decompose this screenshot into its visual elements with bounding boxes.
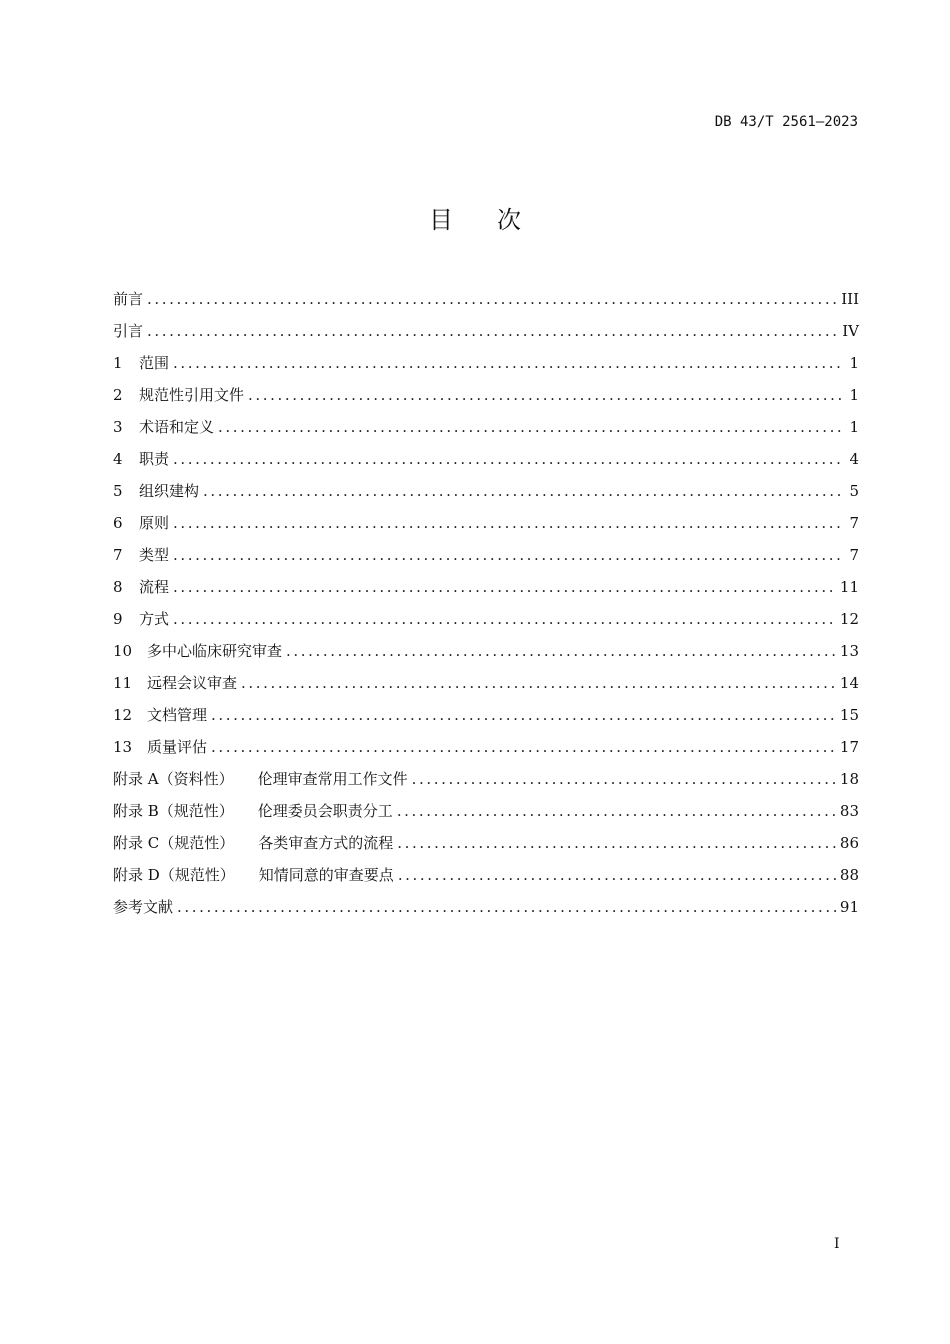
toc-entry-number: 9 — [113, 610, 123, 628]
toc-entry[interactable] — [113, 480, 859, 512]
toc-entry[interactable] — [113, 384, 859, 416]
toc-entry-number: 11 — [113, 674, 133, 692]
toc-entry-number: 6 — [113, 514, 123, 532]
toc-entry-label: 伦理委员会职责分工 — [257, 802, 393, 820]
dot-leader — [177, 898, 836, 916]
toc-entry-page: 4 — [849, 450, 859, 468]
toc-entry-label: 前言 — [113, 290, 144, 308]
toc-entry[interactable] — [113, 352, 859, 384]
toc-entry-page: 5 — [849, 482, 859, 500]
toc-entry-page: 11 — [839, 578, 859, 596]
toc-entry-appendix-prefix: 附录 B（规范性） — [113, 802, 234, 820]
toc-entry-page: 91 — [839, 898, 859, 916]
toc-entry-label: 引言 — [113, 322, 144, 340]
toc-entry-label: 参考文献 — [113, 898, 174, 916]
dot-leader — [397, 834, 836, 852]
toc-entry[interactable] — [113, 608, 859, 640]
dot-leader — [173, 514, 845, 532]
dot-leader — [173, 450, 845, 468]
toc-entry[interactable] — [113, 832, 859, 864]
toc-entry-page: 15 — [839, 706, 859, 724]
dot-leader — [218, 418, 845, 436]
toc-entry[interactable] — [113, 576, 859, 608]
dot-leader — [147, 290, 837, 308]
toc-entry[interactable] — [113, 416, 859, 448]
toc-entry[interactable] — [113, 512, 859, 544]
toc-entry[interactable] — [113, 704, 859, 736]
toc-entry[interactable] — [113, 672, 859, 704]
toc-entry[interactable] — [113, 736, 859, 768]
toc-entry-number: 7 — [113, 546, 123, 564]
toc-entry-appendix-prefix: 附录 C（规范性） — [113, 834, 235, 852]
toc-entry-page: 12 — [839, 610, 859, 628]
toc-entry-label: 知情同意的审查要点 — [258, 866, 394, 884]
toc-entry[interactable] — [113, 544, 859, 576]
dot-leader — [147, 322, 838, 340]
dot-leader — [211, 706, 836, 724]
toc-entry-page: 13 — [839, 642, 859, 660]
page-title — [0, 200, 950, 235]
dot-leader — [173, 546, 845, 564]
toc-entry[interactable] — [113, 768, 859, 800]
toc-entry-label: 组织建构 — [139, 482, 200, 500]
toc-entry-number: 4 — [113, 450, 123, 468]
toc-entry-page: III — [841, 290, 859, 308]
toc-entry-appendix-prefix: 附录 A（资料性） — [113, 770, 234, 788]
toc-entry-label: 各类审查方式的流程 — [258, 834, 394, 852]
toc-entry-number: 2 — [113, 386, 123, 404]
toc-entry-appendix-prefix: 附录 D（规范性） — [113, 866, 235, 884]
standard-code: DB 43/T 2561—2023 — [714, 114, 858, 130]
toc-entry-label: 规范性引用文件 — [139, 386, 245, 404]
toc-entry-page: 86 — [839, 834, 859, 852]
title-char: 次 — [497, 206, 521, 234]
toc-entry-label: 职责 — [139, 450, 170, 468]
toc-entry-label: 多中心临床研究审查 — [147, 642, 283, 660]
toc-entry-page: 1 — [849, 354, 859, 372]
toc-entry-number: 13 — [113, 738, 133, 756]
dot-leader — [173, 354, 845, 372]
toc-entry-label: 原则 — [139, 514, 170, 532]
dot-leader — [397, 802, 836, 820]
toc-entry-page: 7 — [849, 546, 859, 564]
toc-entry-label: 文档管理 — [147, 706, 208, 724]
toc-entry-page: 83 — [839, 802, 859, 820]
toc-entry-number: 10 — [113, 642, 133, 660]
toc-entry[interactable] — [113, 896, 859, 928]
toc-entry-page: 18 — [839, 770, 859, 788]
toc-entry-page: IV — [842, 322, 859, 340]
toc-entry-label: 质量评估 — [147, 738, 208, 756]
dot-leader — [412, 770, 836, 788]
toc-entry-number: 8 — [113, 578, 123, 596]
toc-entry[interactable] — [113, 864, 859, 896]
toc-entry[interactable] — [113, 448, 859, 480]
title-char: 目 — [429, 206, 453, 234]
page-number: I — [834, 1236, 840, 1252]
toc-entry-label: 术语和定义 — [139, 418, 215, 436]
toc-entry-label: 方式 — [139, 610, 170, 628]
toc-entry-page: 7 — [849, 514, 859, 532]
toc-entry-number: 12 — [113, 706, 133, 724]
toc-entry[interactable] — [113, 288, 859, 320]
dot-leader — [241, 674, 836, 692]
dot-leader — [203, 482, 845, 500]
toc-entry-label: 远程会议审查 — [147, 674, 238, 692]
toc-entry-label: 流程 — [139, 578, 170, 596]
table-of-contents — [113, 288, 859, 928]
dot-leader — [211, 738, 836, 756]
toc-entry[interactable] — [113, 320, 859, 352]
dot-leader — [398, 866, 836, 884]
toc-entry-label: 伦理审查常用工作文件 — [257, 770, 408, 788]
toc-entry-number: 1 — [113, 354, 123, 372]
dot-leader — [248, 386, 845, 404]
toc-entry-number: 5 — [113, 482, 123, 500]
toc-entry-page: 17 — [839, 738, 859, 756]
toc-entry-page: 14 — [839, 674, 859, 692]
toc-entry-page: 88 — [839, 866, 859, 884]
dot-leader — [173, 578, 836, 596]
toc-entry[interactable] — [113, 800, 859, 832]
toc-entry-label: 范围 — [139, 354, 170, 372]
dot-leader — [173, 610, 836, 628]
dot-leader — [286, 642, 836, 660]
toc-entry-page: 1 — [849, 386, 859, 404]
toc-entry-label: 类型 — [139, 546, 170, 564]
toc-entry[interactable] — [113, 640, 859, 672]
toc-entry-page: 1 — [849, 418, 859, 436]
toc-entry-number: 3 — [113, 418, 123, 436]
